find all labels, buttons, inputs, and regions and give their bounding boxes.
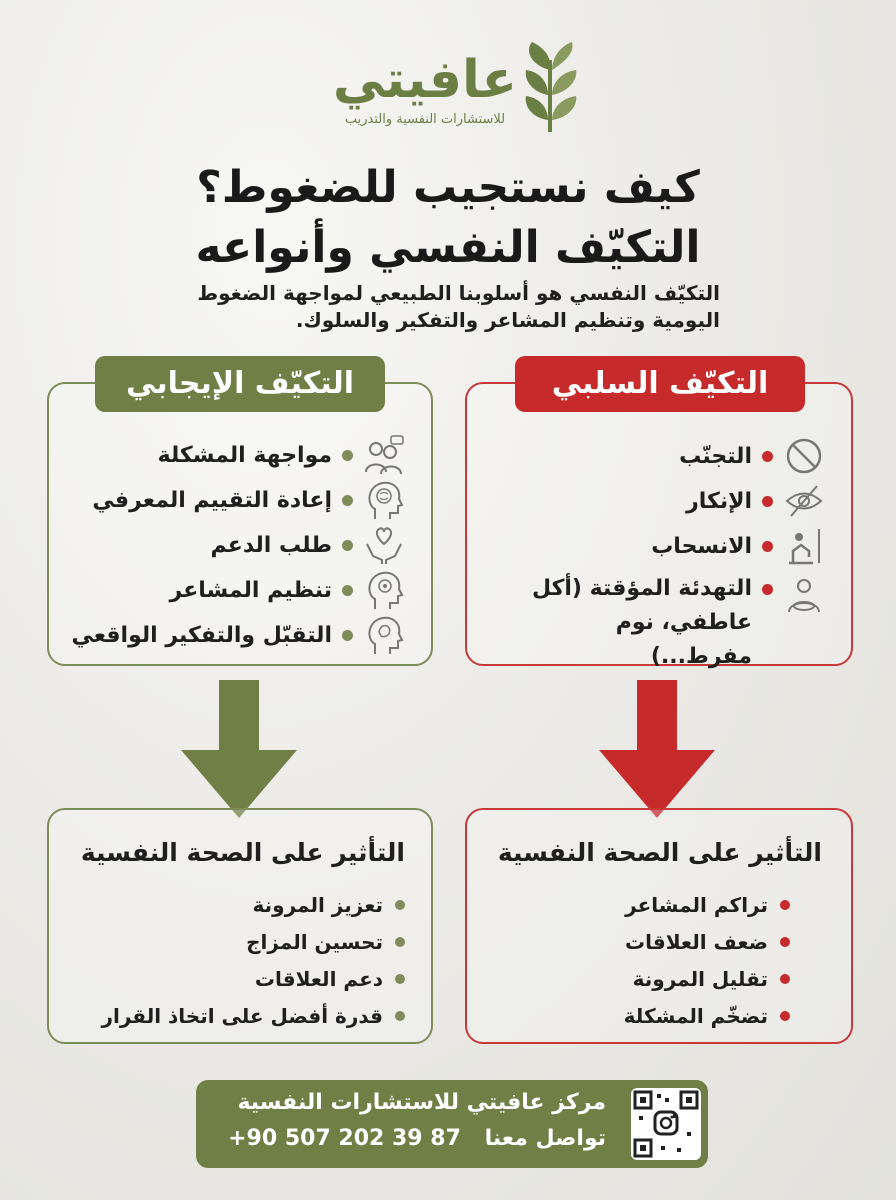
positive-effects-title: التأثير على الصحة النفسية: [80, 838, 405, 867]
bullet-dot: [780, 937, 790, 947]
bullet-dot: [780, 900, 790, 910]
negative-item-label: الانسحاب: [651, 533, 752, 559]
emotion-head-icon: [363, 569, 405, 611]
positive-down-arrow: [179, 680, 299, 820]
positive-item: [60, 612, 405, 658]
bullet-dot: [342, 540, 353, 551]
qr-code-pattern: [631, 1088, 701, 1160]
positive-item-label: إعادة التقييم المعرفي: [92, 487, 332, 513]
positive-coping-heading: التكيّف الإيجابي: [95, 356, 385, 412]
positive-item: [60, 522, 405, 568]
positive-item-label: تنظيم المشاعر: [169, 577, 332, 603]
bullet-dot: [762, 584, 773, 595]
no-entry-icon: [783, 435, 825, 477]
positive-item: [60, 477, 405, 523]
bullet-dot: [780, 974, 790, 984]
positive-item: [60, 567, 405, 613]
bullet-dot: [342, 585, 353, 596]
positive-item-label: مواجهة المشكلة: [157, 442, 332, 468]
negative-effect-item: [480, 999, 790, 1033]
negative-effect-item: [480, 962, 790, 996]
negative-item-label: الإنكار: [686, 488, 752, 514]
bullet-dot: [395, 974, 405, 984]
bullet-dot: [342, 450, 353, 461]
eye-slash-icon: [783, 480, 825, 522]
negative-item-label: التهدئة المؤقتة (أكل عاطفي، نوم مفرط...): [531, 576, 752, 669]
positive-effect-item: [60, 962, 405, 996]
bullet-dot: [762, 496, 773, 507]
page-subtitle: التكيّف النفسي وأنواعه: [195, 222, 701, 273]
negative-effect-label: تضخّم المشكلة: [623, 1004, 768, 1028]
negative-item: [470, 433, 825, 479]
intro-text: التكيّف النفسي هو أسلوبنا الطبيعي لمواجهة الضغوط اليومية وتنظيم المشاعر والتفكير والسلوك.: [197, 281, 720, 332]
bullet-dot: [342, 495, 353, 506]
negative-item: [470, 572, 825, 669]
positive-effect-label: تحسين المزاج: [246, 930, 383, 954]
center-name: مركز عافيتي للاستشارات النفسية: [237, 1090, 606, 1115]
negative-effect-item: [480, 925, 790, 959]
contact-label: تواصل معنا: [484, 1126, 606, 1151]
positive-effect-label: قدرة أفضل على اتخاذ القرار: [101, 1004, 383, 1028]
thinking-head-icon: [363, 614, 405, 656]
negative-effect-label: تقليل المرونة: [632, 967, 768, 991]
emotional-eating-icon: [783, 576, 825, 618]
leaf-logo-icon: [520, 40, 580, 135]
brain-head-icon: [363, 479, 405, 521]
negative-effects-title: التأثير على الصحة النفسية: [497, 838, 822, 867]
negative-item: [470, 478, 825, 524]
positive-effect-label: دعم العلاقات: [254, 967, 383, 991]
positive-effect-label: تعزيز المرونة: [252, 893, 383, 917]
negative-effect-label: ضعف العلاقات: [625, 930, 768, 954]
qr-code[interactable]: [624, 1080, 708, 1168]
page-title: كيف نستجيب للضغوط؟: [196, 162, 700, 213]
bullet-dot: [762, 451, 773, 462]
negative-effect-item: [480, 888, 790, 922]
negative-coping-heading: التكيّف السلبي: [515, 356, 805, 412]
brand-logo-text: [330, 50, 520, 127]
phone-number[interactable]: +90 507 202 39 87: [228, 1126, 461, 1151]
positive-effect-item: [60, 888, 405, 922]
bullet-dot: [395, 1011, 405, 1021]
discussion-icon: [363, 434, 405, 476]
withdrawal-icon: [783, 525, 825, 567]
positive-effect-item: [60, 925, 405, 959]
positive-effect-item: [60, 999, 405, 1033]
bullet-dot: [342, 630, 353, 641]
brand-name: عافيتي: [332, 50, 518, 110]
negative-item-label: التجنّب: [679, 443, 752, 469]
positive-item-label: التقبّل والتفكير الواقعي: [71, 622, 332, 648]
brand-tagline: للاستشارات النفسية والتدريب: [344, 112, 506, 127]
hands-heart-icon: [363, 524, 405, 566]
bullet-dot: [780, 1011, 790, 1021]
positive-item: [60, 432, 405, 478]
negative-effect-label: تراكم المشاعر: [625, 893, 768, 917]
bullet-dot: [395, 900, 405, 910]
negative-item: [470, 523, 825, 569]
contact-line: [206, 1126, 606, 1151]
positive-item-label: طلب الدعم: [210, 532, 332, 558]
bullet-dot: [395, 937, 405, 947]
bullet-dot: [762, 541, 773, 552]
negative-down-arrow: [597, 680, 717, 820]
